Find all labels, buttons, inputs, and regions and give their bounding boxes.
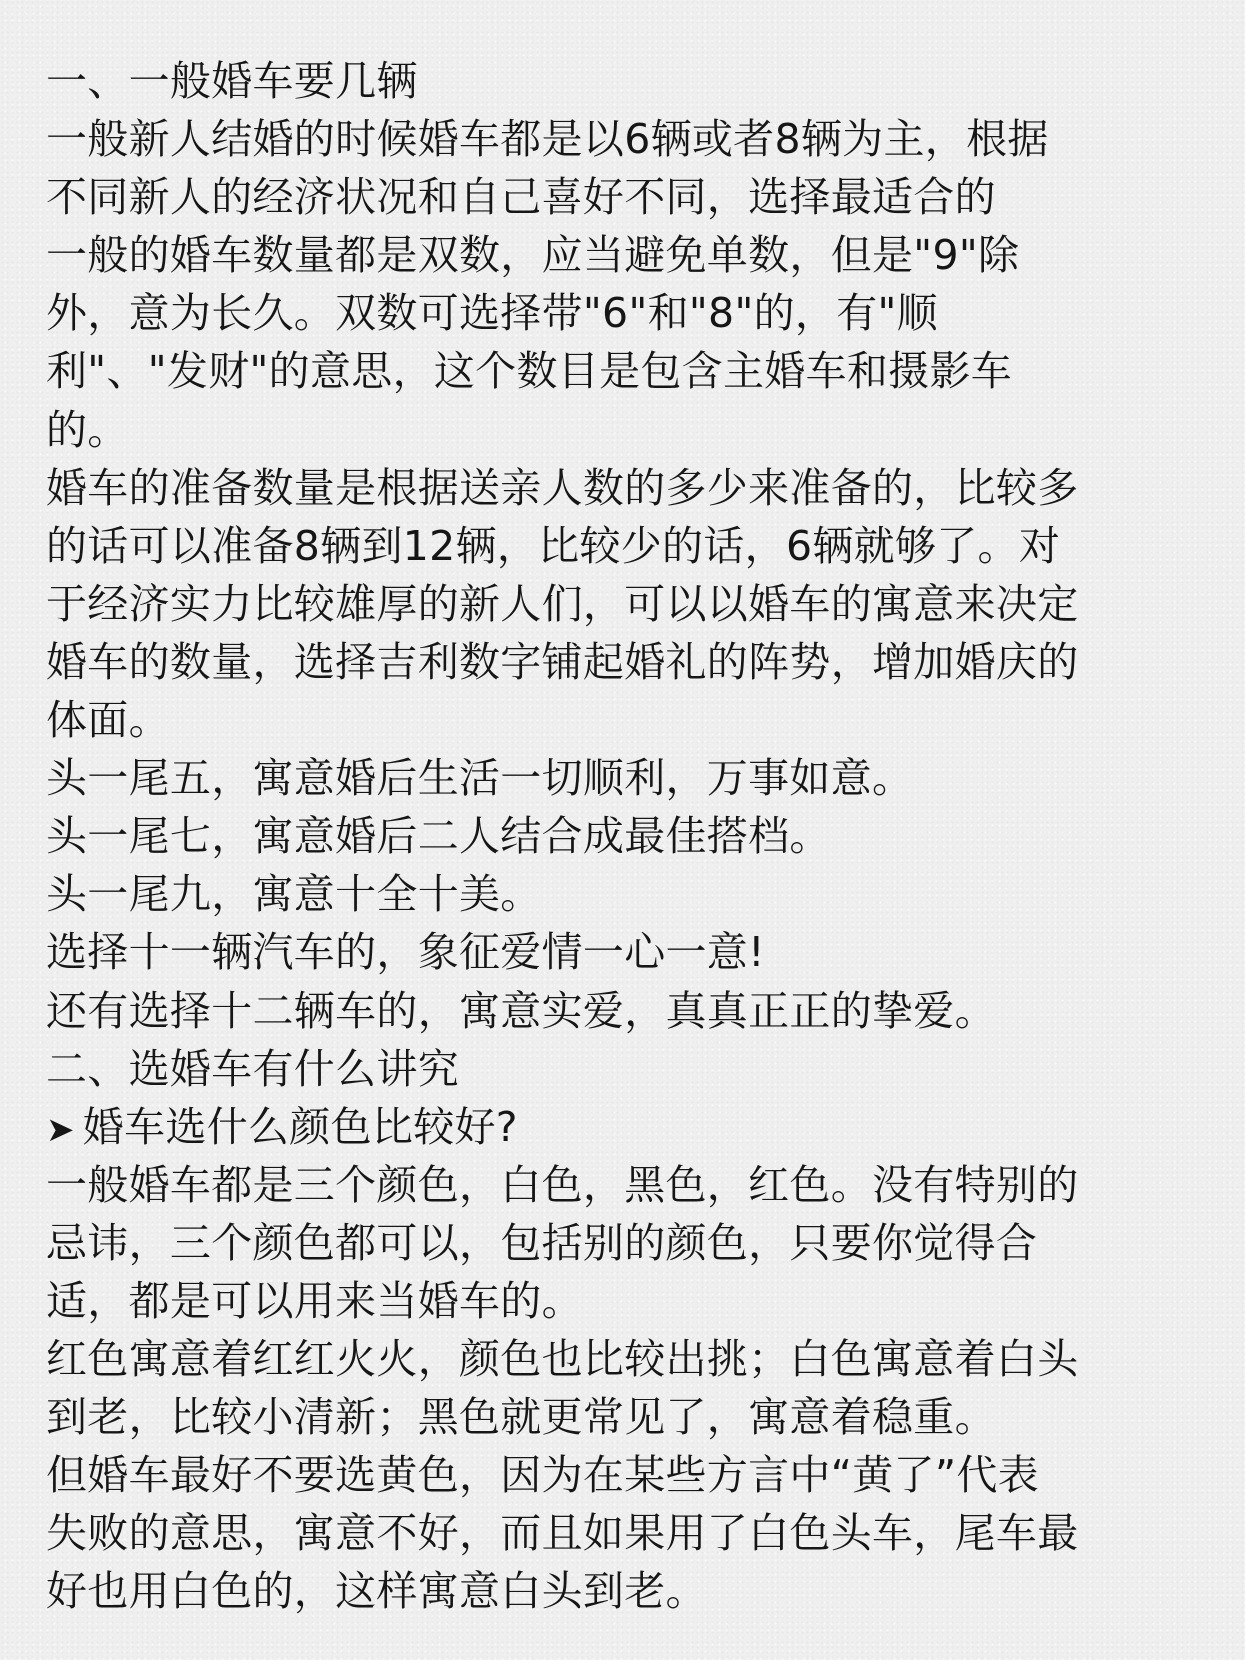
article-text xyxy=(46,52,1206,1621)
text-line: 一般的婚车数量都是双数，应当避免单数，但是"9"除 xyxy=(46,231,1020,280)
arrow-bullet-icon: ➤ xyxy=(46,1109,75,1150)
subheading-line xyxy=(46,1098,1206,1156)
text-line: 头一尾九，寓意十全十美。 xyxy=(46,870,542,919)
text-line: 婚车的准备数量是根据送亲人数的多少来准备的，比较多 xyxy=(46,463,1079,512)
text-line: 一般新人结婚的时候婚车都是以6辆或者8辆为主，根据 xyxy=(46,115,1049,164)
subheading-text: 婚车选什么颜色比较好? xyxy=(82,1102,518,1151)
heading-section-1: 一、一般婚车要几辆 xyxy=(46,57,418,105)
text-line: 利"、"发财"的意思，这个数目是包含主婚车和摄影车 xyxy=(46,347,1013,396)
text-line: 婚车的数量，选择吉利数字铺起婚礼的阵势，增加婚庆的 xyxy=(46,637,1079,686)
text-line: 的话可以准备8辆到12辆，比较少的话，6辆就够了。对 xyxy=(46,521,1061,570)
text-line: 失败的意思，寓意不好，而且如果用了白色头车，尾车最 xyxy=(46,1509,1079,1558)
text-line: 的。 xyxy=(46,405,129,454)
text-line: 一般婚车都是三个颜色，白色，黑色，红色。没有特别的 xyxy=(46,1160,1079,1209)
text-line: 忌讳，三个颜色都可以，包括别的颜色，只要你觉得合 xyxy=(46,1218,1038,1267)
text-line: 好也用白色的，这样寓意白头到老。 xyxy=(46,1567,707,1616)
text-line: 体面。 xyxy=(46,696,170,745)
text-line: 不同新人的经济状况和自己喜好不同，选择最适合的 xyxy=(46,173,996,222)
text-line: 还有选择十二辆车的，寓意实爱，真真正正的挚爱。 xyxy=(46,986,996,1035)
text-line: 外，意为长久。双数可选择带"6"和"8"的，有"顺 xyxy=(46,289,938,338)
text-line: 头一尾五，寓意婚后生活一切顺利，万事如意。 xyxy=(46,754,914,803)
text-line: 于经济实力比较雄厚的新人们，可以以婚车的寓意来决定 xyxy=(46,579,1079,628)
text-line: 但婚车最好不要选黄色，因为在某些方言中“黄了”代表 xyxy=(46,1451,1039,1500)
text-line: 头一尾七，寓意婚后二人结合成最佳搭档。 xyxy=(46,812,831,861)
text-line: 到老，比较小清新；黑色就更常见了，寓意着稳重。 xyxy=(46,1393,996,1442)
text-line: 适，都是可以用来当婚车的。 xyxy=(46,1276,583,1325)
text-line: 选择十一辆汽车的，象征爱情一心一意! xyxy=(46,928,765,977)
text-line: 红色寓意着红红火火，颜色也比较出挑；白色寓意着白头 xyxy=(46,1335,1079,1384)
heading-section-2: 二、选婚车有什么讲究 xyxy=(46,1044,459,1093)
